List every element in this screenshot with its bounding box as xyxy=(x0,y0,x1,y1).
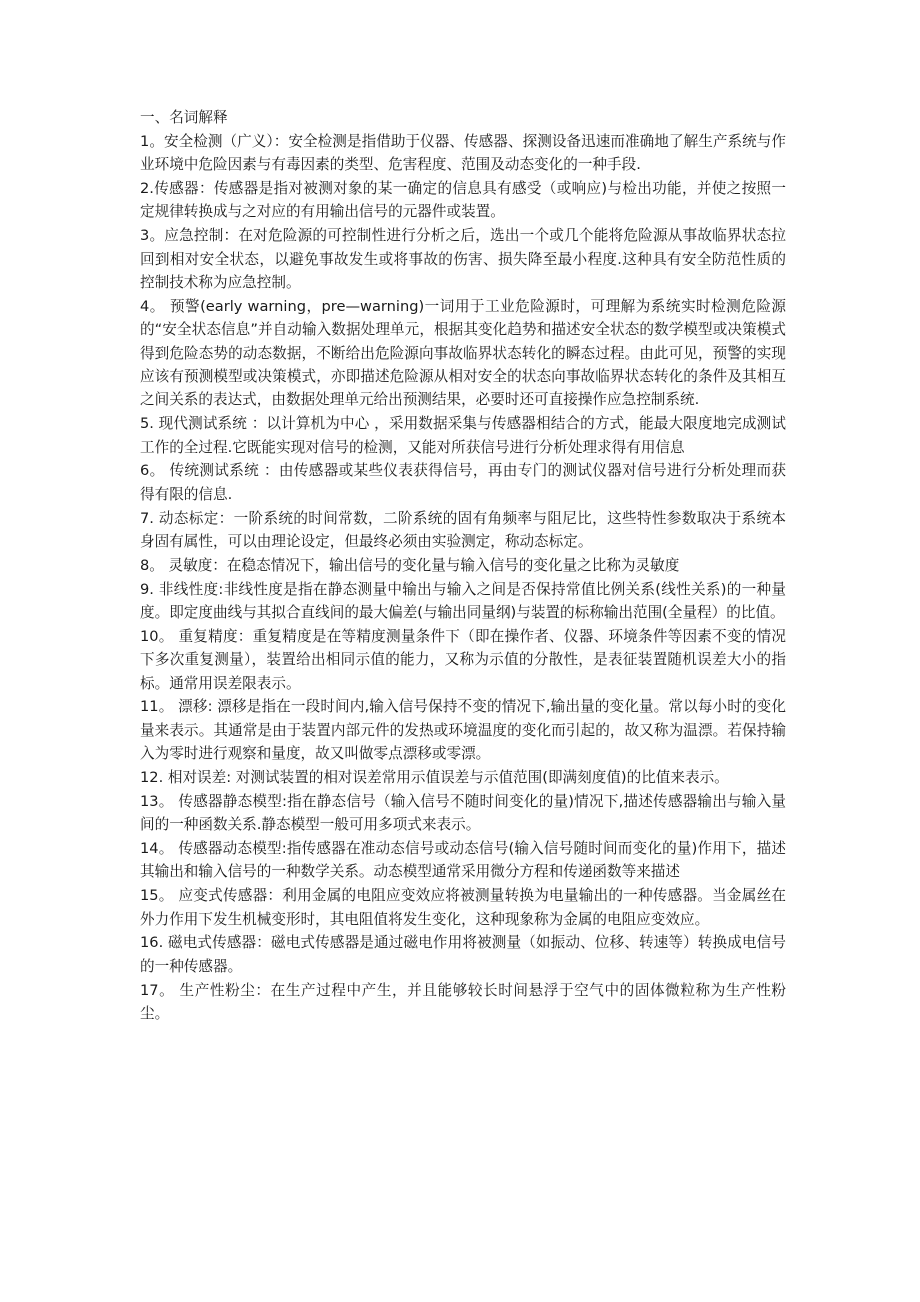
definition-item-3: 3。应急控制：在对危险源的可控制性进行分析之后，选出一个或几个能将危险源从事故临界状态拉回到相对安全状态，以避免事故发生或将事故的伤害、损失降至最小程度.这种具有安全防范性质的控制技术称为应急控制。 xyxy=(140,227,786,292)
definition-item-10: 10。 重复精度：重复精度是在等精度测量条件下（即在操作者、仪器、环境条件等因素不变的情况下多次重复测量），装置给出相同示值的能力，又称为示值的分散性，是表征装置随机误差大小的指标。通常用误差限表示。 xyxy=(140,627,786,692)
definition-item-15: 15。 应变式传感器：利用金属的电阻应变效应将被测量转换为电量输出的一种传感器。当金属丝在外力作用下发生机械变形时，其电阻值将发生变化，这种现象称为金属的电阻应变效应。 xyxy=(140,887,786,928)
document-body xyxy=(140,106,786,1026)
definition-item-16: 16. 磁电式传感器：磁电式传感器是通过磁电作用将被测量（如振动、位移、转速等）转换成电信号的一种传感器。 xyxy=(140,934,786,975)
definition-item-5: 5. 现代测试系统 ：以计算机为中心 ，采用数据采集与传感器相结合的方式，能最大限度地完成测试工作的全过程.它既能实现对信号的检测，又能对所获信号进行分析处理求得有用信息 xyxy=(140,415,786,456)
definition-item-7: 7. 动态标定：一阶系统的时间常数，二阶系统的固有角频率与阻尼比，这些特性参数取决于系统本身固有属性，可以由理论设定，但最终必须由实验测定，称动态标定。 xyxy=(140,509,786,551)
definition-item-2: 2.传感器：传感器是指对被测对象的某一确定的信息具有感受（或响应)与检出功能，并使之按照一定规律转换成与之对应的有用输出信号的元器件或装置。 xyxy=(140,180,786,221)
definition-item-17: 17。 生产性粉尘：在生产过程中产生，并且能够较长时间悬浮于空气中的固体微粒称为生产性粉尘。 xyxy=(140,981,786,1023)
definition-item-14: 14。 传感器动态模型:指传感器在准动态信号或动态信号(输入信号随时间而变化的量)作用下，描述其输出和输入信号的一种数学关系。动态模型通常采用微分方程和传递函数等来描述 xyxy=(140,840,786,881)
definition-item-1: 1。安全检测（广义）：安全检测是指借助于仪器、传感器、探测设备迅速而准确地了解生产系统与作业环境中危险因素与有毒因素的类型、危害程度、范围及动态变化的一种手段. xyxy=(140,132,786,174)
definition-item-8: 8。 灵敏度：在稳态情况下，输出信号的变化量与输入信号的变化量之比称为灵敏度 xyxy=(140,556,680,574)
definition-item-4: 4。 预警(early warning，pre—warning)一词用于工业危险源时，可理解为系统实时检测危险源的“安全状态信息”并自动输入数据处理单元，根据其变化趋势和描述安全状态的数学模型或决策模式得到危险态势的动态数据，不断给出危险源向事故临界状态转化的瞬态过程。由此可见，预警的实现应该有预测模型或决策模式，亦即描述危险源从相对安全的状态向事故临界状态转化的条件及其相互之间关系的表达式，由数据处理单元给出预测结果，必要时还可直接操作应急控制系统. xyxy=(140,297,786,409)
section-heading: 一、名词解释 xyxy=(140,109,228,126)
definition-item-13: 13。 传感器静态模型:指在静态信号（输入信号不随时间变化的量)情况下,描述传感器输出与输入量间的一种函数关系.静态模型一般可用多项式来表示。 xyxy=(140,792,786,834)
definition-item-12: 12. 相对误差: 对测试装置的相对误差常用示值误差与示值范围(即满刻度值)的比值来表示。 xyxy=(140,769,729,787)
definition-item-11: 11。 漂移: 漂移是指在一段时间内,输入信号保持不变的情况下,输出量的变化量。常以每小时的变化量来表示。其通常是由于装置内部元件的发热或环境温度的变化而引起的，故又称为温漂。若保持输入为零时进行观察和量度，故又叫做零点漂移或零漂。 xyxy=(140,698,786,763)
definition-item-9: 9. 非线性度:非线性度是指在静态测量中输出与输入之间是否保持常值比例关系(线性关系)的一种量度。即定度曲线与其拟合直线间的最大偏差(与输出同量纲)与装置的标称输出范围(全量程）的比值。 xyxy=(140,580,786,622)
definition-item-6: 6。 传统测试系统 ：由传感器或某些仪表获得信号，再由专门的测试仪器对信号进行分析处理而获得有限的信息. xyxy=(140,462,786,503)
